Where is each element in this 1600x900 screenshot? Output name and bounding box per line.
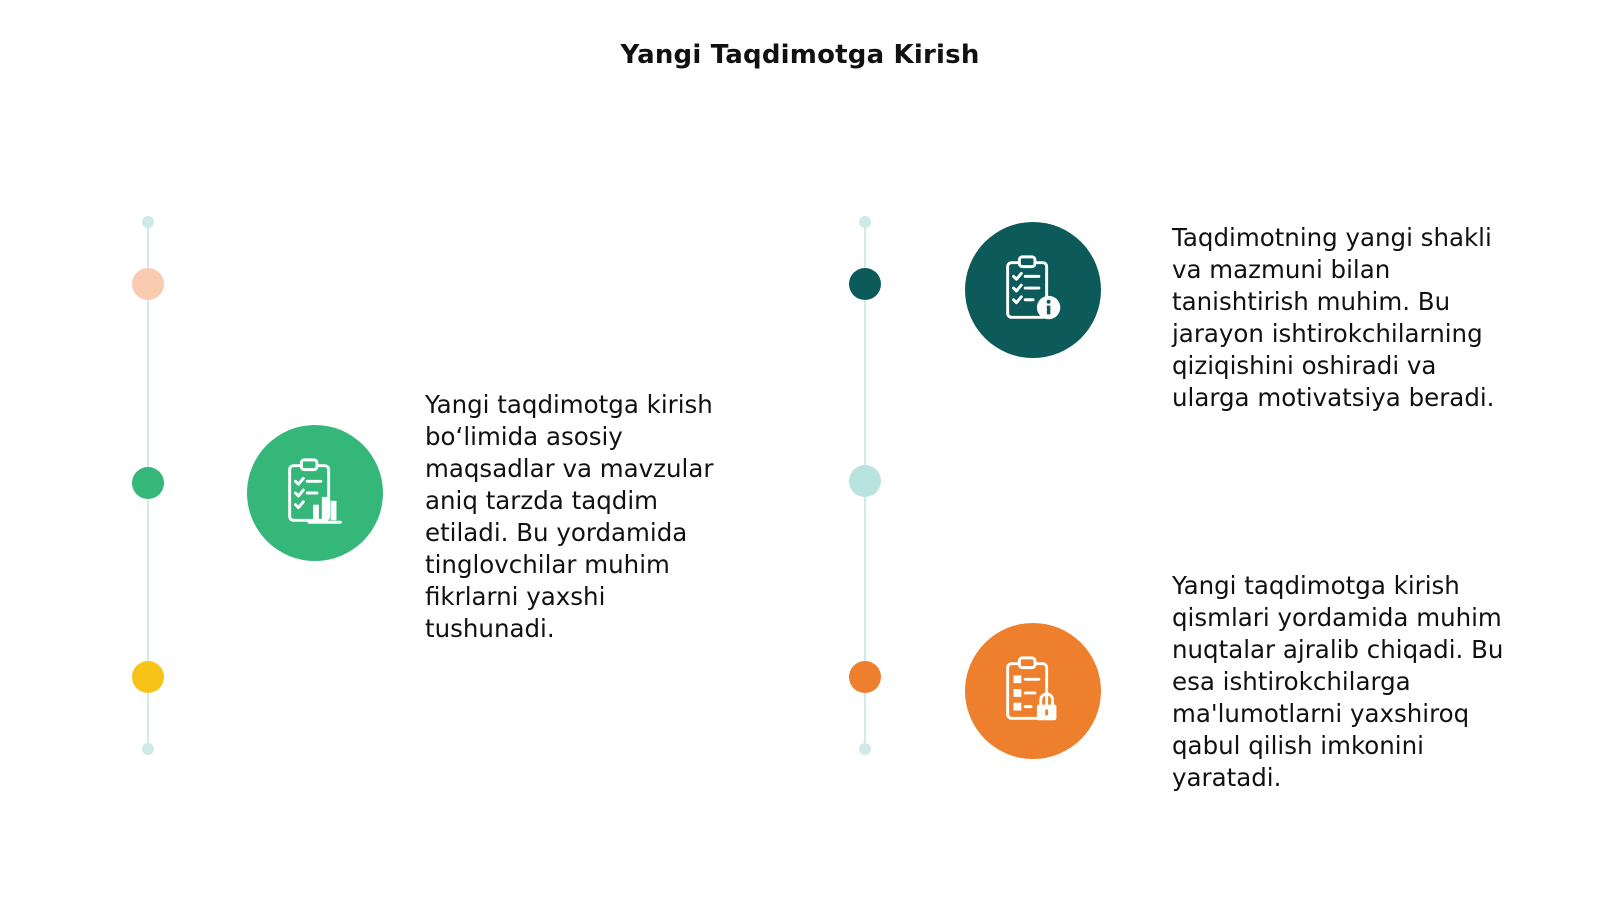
timeline-dot-dark-teal [849,268,881,300]
clipboard-lock-icon [965,623,1101,759]
timeline-dot-peach [132,268,164,300]
clipboard-info-icon [965,222,1101,358]
timeline-dot-green [132,467,164,499]
page-title: Yangi Taqdimotga Kirish [620,40,980,70]
timeline-end-dot [142,743,154,755]
timeline-left [128,207,168,767]
clipboard-chart-icon [247,425,383,561]
timeline-start-dot [142,216,154,228]
timeline-right [845,207,885,767]
timeline-dot-yellow [132,661,164,693]
timeline-start-dot [859,216,871,228]
item-text-2: Taqdimotning yangi shakli va mazmuni bilan tanishtirish muhim. Bu jarayon ishtirokchilarning qiziqishini oshiradi va ularga motivatsiya beradi. [1172,223,1495,412]
item-text-1: Yangi taqdimotga kirish bo‘limida asosiy maqsadlar va mavzular aniq tarzda taqdim etiladi. Bu yordamida tinglovchilar muhim fikrlarni yaxshi tushunadi. [425,390,714,643]
timeline-dot-mint [849,465,881,497]
item-text-3: Yangi taqdimotga kirish qismlari yordamida muhim nuqtalar ajralib chiqadi. Bu esa ishtirokchilarga ma'lumotlarni yaxshiroq qabul qilish imkonini yaratadi. [1172,571,1504,792]
timeline-dot-orange [849,661,881,693]
timeline-end-dot [859,743,871,755]
